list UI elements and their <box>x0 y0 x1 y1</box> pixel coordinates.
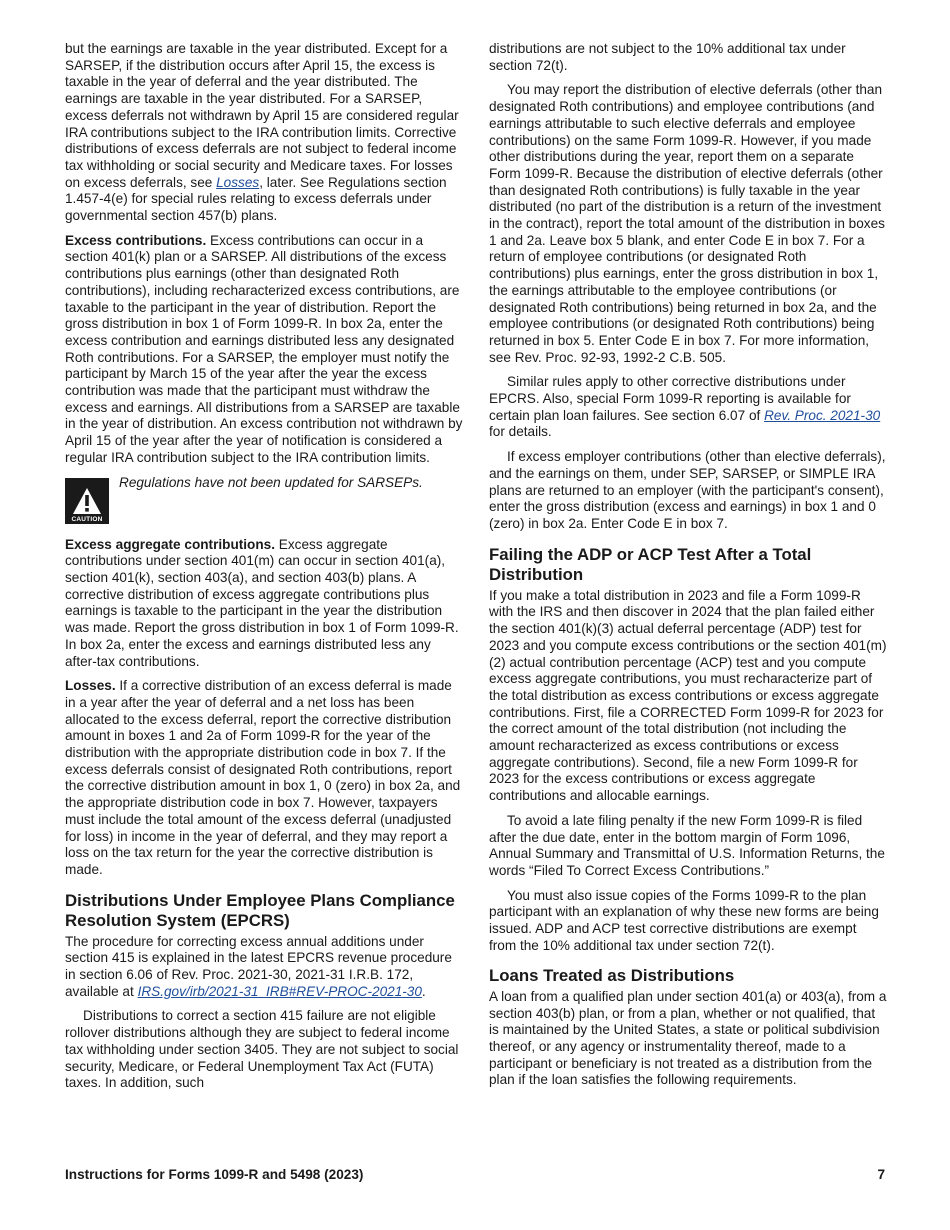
losses-text: If a corrective distribution of an excess deferral is made in a year after the year of deferral and a net loss has been allocated to the excess deferral, report the corrective distribution amount in boxes 1 and 2a of Form 1099-R for the year of the distribution with the appropriate distribution code in box 7. If the excess deferrals consist of designated Roth contributions, report the corrective distribution amount in box 1, 0 (zero) in box 2a, and the appropriate distribution code in box 7. However, taxpayers must include the total amount of the excess deferral (unadjusted for loss) in income in the year of deferral, and they may report a loss on the tax return for the year the corrective distribution is made. <box>65 678 461 877</box>
similar-rules-tail: for details. <box>489 424 552 440</box>
elective-deferrals-paragraph: You may report the distribution of elective deferrals (other than designated Roth contributions) and employee contributions (and earnings attributable to such elective deferrals and employee contributions) on the same Form 1099-R. However, if you made other distributions during the year, report them on a separate Form 1099-R. Because the distribution of elective deferrals (other than designated Roth contributions) is fully taxable in the year distributed (no part of the distribution is a return of the investment in the contract), report the total amount of the distribution in boxes 1 and 2a. Leave box 5 blank, and enter Code E in box 7. For a return of employee contributions (or designated Roth contributions) plus earnings, enter the gross distribution in box 1, the earnings attributable to the employee contributions (or designated Roth contributions) being returned in box 2a, and the employee contributions (or designated Roth contributions) being returned in box 5. Enter Code E in box 7. For more information, see Rev. Proc. 92-93, 1992-2 C.B. 505. <box>489 82 885 365</box>
left-column <box>65 41 463 1100</box>
intro-text: but the earnings are taxable in the year distributed. Except for a SARSEP, if the distribution occurs after April 15, the excess is taxable in the year of deferral and the year distributed. The earnings are taxable in the year distributed. For a SARSEP, excess deferrals not withdrawn by April 15 are considered regular IRA contributions subject to the IRA contribution limits. Corrective distributions of excess deferrals are not subject to federal income tax withholding or social security and Medicare taxes. For losses on excess deferrals, see <box>65 41 459 190</box>
irs-irb-link[interactable]: IRS.gov/irb/2021-31_IRB#REV-PROC-2021-30 <box>137 983 422 999</box>
warning-triangle-icon <box>72 487 102 515</box>
intro-paragraph <box>65 41 463 225</box>
footer-title: Instructions for Forms 1099-R and 5498 (2023) <box>65 1167 364 1182</box>
right-column <box>489 41 887 1097</box>
caution-note <box>65 475 463 525</box>
caution-text: Regulations have not been updated for SARSEPs. <box>119 474 423 490</box>
losses-link[interactable]: Losses <box>216 174 260 190</box>
losses-paragraph <box>65 678 463 878</box>
loans-paragraph: A loan from a qualified plan under section 401(a) or 403(a), from a section 403(b) plan, or from a plan, whether or not qualified, that is maintained by the United States, a state or political subdivision thereof, or any agency or instrumentality thereof, made to a participant or beneficiary is not treated as a distribution from the plan if the loan satisfies the following requirements. <box>489 988 887 1088</box>
excess-contributions-text: Excess contributions can occur in a section 401(k) plan or a SARSEP. All distributions of the excess contributions plus earnings (other than designated Roth contributions), including recharacterized excess contributions, are taxable to the participant in the year of distribution. Report the gross distribution in box 1 of Form 1099-R. In box 2a, enter the excess contribution and earnings distributed less any designated Roth contributions. For a SARSEP, the employer must notify the participant by March 15 of the year after the year the excess contribution was made that the participant must withdraw the excess and earnings. All distributions from a SARSEP are taxable in the year of distribution. An excess contribution not withdrawn by April 15 of the year after the year of notification is considered a regular IRA contribution subject to the IRA contribution limits. <box>65 232 463 465</box>
similar-rules-text: Similar rules apply to other corrective distributions under EPCRS. Also, special Form 1099-R reporting is available for certain plan loan failures. See section 6.07 of <box>489 374 851 423</box>
excess-aggregate-paragraph <box>65 537 463 671</box>
intro-tail: , later. See Regulations section 1.457-4(e) for special rules relating to excess deferrals under governmental section 457(b) plans. <box>65 174 447 224</box>
losses-lead: Losses. <box>65 678 116 694</box>
loans-heading: Loans Treated as Distributions <box>489 966 735 986</box>
employer-contributions-paragraph: If excess employer contributions (other than elective deferrals), and the earnings on them, under SEP, SARSEP, or SIMPLE IRA plans are returned to an employer (with the participant's consent), enter the gross distribution (excess and earnings) in box 1 and 0 (zero) in box 2a. Enter Code E in box 7. <box>489 449 886 531</box>
similar-rules-paragraph <box>489 374 887 441</box>
rev-proc-link[interactable]: Rev. Proc. 2021-30 <box>764 407 881 423</box>
page-footer <box>65 1167 885 1182</box>
epcrs-heading: Distributions Under Employee Plans Compliance Resolution System (EPCRS) <box>65 890 455 931</box>
adp-acp-heading: Failing the ADP or ACP Test After a Total Distribution <box>489 544 812 585</box>
caution-label: CAUTION <box>71 515 103 523</box>
excess-contributions-paragraph <box>65 233 463 467</box>
continuation-paragraph: distributions are not subject to the 10% additional tax under section 72(t). <box>489 41 846 73</box>
caution-icon <box>65 478 109 524</box>
epcrs-paragraph-1 <box>65 934 463 1001</box>
epcrs-text-1-tail: . <box>421 983 426 999</box>
epcrs-text-1: The procedure for correcting excess annual additions under section 415 is explained in the latest EPCRS revenue procedure in section 6.06 of Rev. Proc. 2021-30, 2021-31 I.R.B. 172, available at <box>65 933 452 999</box>
excess-aggregate-text: Excess aggregate contributions under section 401(m) can occur in section 401(a), section 401(k), section 403(a), and section 403(b) plans. A corrective distribution of excess aggregate contributions plus earnings is taxable to the participant in the year the distribution was made. Report the gross distribution in box 1 of Form 1099-R. In box 2a, enter the excess and earnings distributed less any after-tax contributions. <box>65 536 459 669</box>
page-number: 7 <box>877 1167 885 1182</box>
adp-paragraph-2: To avoid a late filing penalty if the new Form 1099-R is filed after the due date, enter in the bottom margin of Form 1096, Annual Summary and Transmittal of U.S. Information Returns, the words “Filed To Correct Excess Contributions.” <box>489 812 885 878</box>
adp-paragraph-3: You must also issue copies of the Forms 1099-R to the plan participant with an explanation of why these new forms are being issued. ADP and ACP test corrective distributions are exempt from the 10% additional tax under section 72(t). <box>489 887 879 953</box>
excess-contributions-lead: Excess contributions. <box>65 232 207 248</box>
epcrs-paragraph-2: Distributions to correct a section 415 failure are not eligible rollover distributions although they are subject to federal income tax withholding under section 3405. They are not subject to social security, Medicare, or Federal Unemployment Tax Act (FUTA) taxes. In addition, such <box>65 1008 459 1091</box>
excess-aggregate-lead: Excess aggregate contributions. <box>65 536 276 552</box>
adp-paragraph-1: If you make a total distribution in 2023 and file a Form 1099-R with the IRS and then discover in 2024 that the plan failed either the section 401(k)(3) actual deferral percentage (ADP) test for 2023 and you compute excess contributions or the section 401(m)(2) actual contribution percentage (ACP) test and you compute excess aggregate contributions, you must recharacterize part of the total distribution as excess contributions or excess aggregate contributions. First, file a CORRECTED Form 1099-R for 2023 for the correct amount of the total distribution (not including the amount recharacterized as excess contributions or excess aggregate contributions). Second, file a new Form 1099-R for 2023 for the excess contributions or excess aggregate contributions and allocable earnings. <box>489 587 887 804</box>
